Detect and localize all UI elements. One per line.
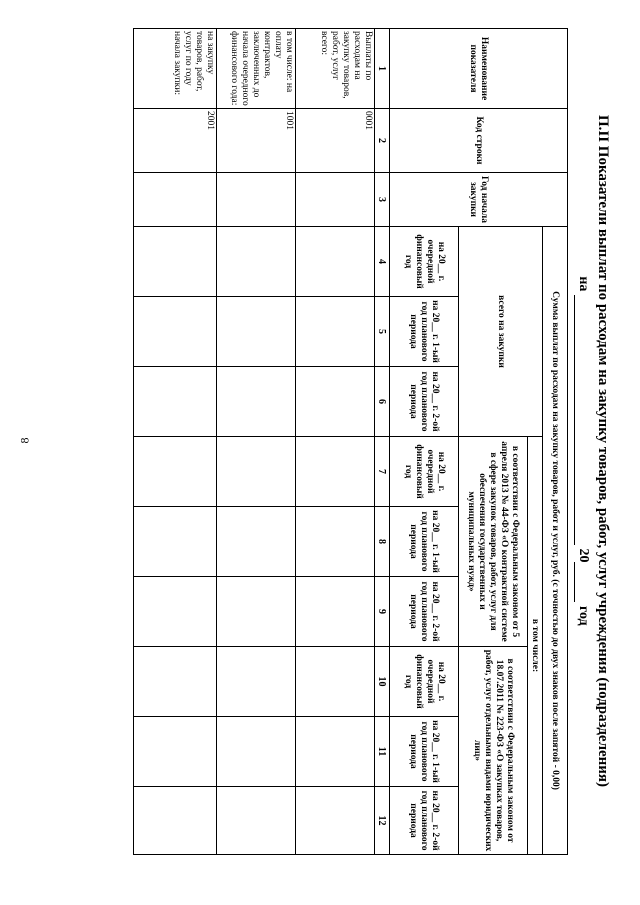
column-number: 3 — [375, 173, 390, 227]
row-code: 2001 — [134, 109, 217, 173]
document-subtitle — [574, 26, 592, 876]
table-cell[interactable] — [296, 577, 375, 647]
column-number: 11 — [375, 717, 390, 787]
header-sum: Сумма выплат по расходам на закупку товаров, работ и услуг, руб. (с точностью до двух знаков после запятой - 0,00) — [543, 227, 568, 855]
table-cell[interactable] — [296, 717, 375, 787]
column-number: 1 — [375, 29, 390, 109]
table-cell[interactable] — [296, 297, 375, 367]
table-cell[interactable] — [296, 437, 375, 507]
table-cell[interactable] — [217, 647, 296, 717]
header-period-first: на 20__ г. 1-ый год планового периода — [390, 297, 459, 367]
table-cell[interactable] — [217, 717, 296, 787]
column-number: 8 — [375, 507, 390, 577]
header-code: Код строки — [390, 109, 568, 173]
table-cell[interactable] — [134, 717, 217, 787]
subtitle-year-blank[interactable] — [574, 562, 575, 602]
table-cell[interactable] — [134, 507, 217, 577]
table-cell[interactable] — [217, 507, 296, 577]
header-including: в том числе: — [528, 437, 543, 855]
table-cell[interactable] — [296, 173, 375, 227]
table-row — [134, 29, 217, 855]
table-cell[interactable] — [217, 367, 296, 437]
header-period-second: на 20__ г. 2-ой год планового периода — [390, 367, 459, 437]
column-number: 2 — [375, 109, 390, 173]
column-number: 10 — [375, 647, 390, 717]
rotated-document — [14, 26, 614, 876]
header-period-current-law223: на 20__ г. очередной финансовый год — [390, 647, 459, 717]
column-number: 9 — [375, 577, 390, 647]
column-number: 5 — [375, 297, 390, 367]
table-cell[interactable] — [134, 297, 217, 367]
table-cell[interactable] — [217, 787, 296, 855]
header-total-purchases: всего на закупки — [459, 227, 543, 437]
subtitle-on-label: на — [576, 276, 591, 292]
table-cell[interactable] — [134, 647, 217, 717]
table-cell[interactable] — [296, 367, 375, 437]
table-cell[interactable] — [217, 297, 296, 367]
table-cell[interactable] — [134, 787, 217, 855]
row-code: 0001 — [296, 109, 375, 173]
table-cell[interactable] — [296, 227, 375, 297]
table-cell[interactable] — [296, 507, 375, 577]
subtitle-year-suffix: год — [576, 605, 591, 626]
column-number: 7 — [375, 437, 390, 507]
header-period-first-law223: на 20__ г. 1-ый год планового периода — [390, 717, 459, 787]
header-name: Наименование показателя — [390, 29, 568, 109]
row-name: в том числе: на оплату контрактов, заключенных до начала очередного финансового года: — [217, 29, 296, 109]
table-cell[interactable] — [134, 367, 217, 437]
table-row — [217, 29, 296, 855]
table-cell[interactable] — [134, 577, 217, 647]
page-number: 8 — [17, 437, 32, 444]
header-period-second-law223: на 20__ г. 2-ой год планового периода — [390, 787, 459, 855]
table-cell[interactable] — [217, 437, 296, 507]
row-code: 1001 — [217, 109, 296, 173]
column-number: 6 — [375, 367, 390, 437]
header-year-start: Год начала закупки — [390, 173, 568, 227]
table-cell[interactable] — [134, 173, 217, 227]
header-period-first-law44: на 20__ г. 1-ый год планового периода — [390, 507, 459, 577]
table-cell[interactable] — [217, 173, 296, 227]
table-cell[interactable] — [217, 577, 296, 647]
header-period-second-law44: на 20__ г. 2-ой год планового периода — [390, 577, 459, 647]
document-title: П.II Показатели выплат по расходам на закупку товаров, работ, услуг учреждения (подразделения) — [595, 114, 611, 788]
column-number: 4 — [375, 227, 390, 297]
table-row — [296, 29, 375, 855]
column-numbers-row — [375, 29, 390, 855]
header-period-current: на 20__ г. очередной финансовый год — [390, 227, 459, 297]
column-number: 12 — [375, 787, 390, 855]
table-cell[interactable] — [217, 227, 296, 297]
table-cell[interactable] — [296, 647, 375, 717]
subtitle-blank-field[interactable] — [574, 295, 575, 545]
header-law-223: в соответствии с Федеральным законом от 18.07.2011 № 223-ФЗ «О закупках товаров, работ, услуг отдельными видами юридических лиц» — [459, 647, 528, 855]
purchases-table — [133, 28, 568, 855]
header-period-current-law44: на 20__ г. очередной финансовый год — [390, 437, 459, 507]
header-law-44: в соответствии с Федеральным законом от 5 апреля 2013 № 44-ФЗ «О контрактной системе в сфере закупок товаров, работ, услуг для обеспечения государственных и муниципальных нужд» — [459, 437, 528, 647]
subtitle-year-prefix: 20 — [576, 548, 591, 563]
row-name: на закупку товаров, работ, услуг по году начала закупки: — [134, 29, 217, 109]
table-cell[interactable] — [296, 787, 375, 855]
row-name: Выплаты по расходам на закупку товаров, работ, услуг всего: — [296, 29, 375, 109]
table-cell[interactable] — [134, 437, 217, 507]
table-cell[interactable] — [134, 227, 217, 297]
